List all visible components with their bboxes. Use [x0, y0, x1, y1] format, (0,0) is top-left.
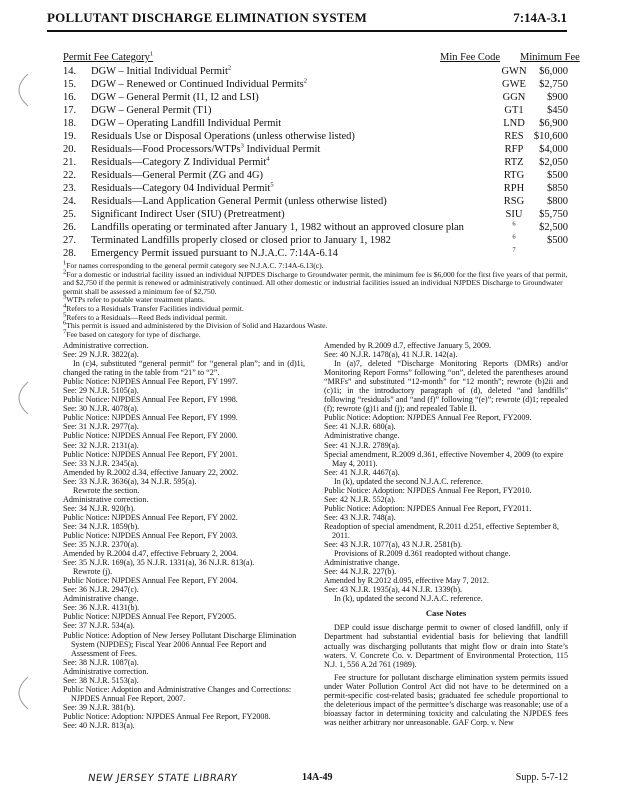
fee-row: [63, 104, 568, 117]
history-entry: See: 29 N.J.R. 5105(a).: [63, 386, 139, 396]
history-entry: In (a)7, deleted “Discharge Monitoring Reports (DMRs) and/or Monitoring Report Forms” following “on”, deleted the parentheses around “MRFs” and substituted “12-month” for “12 month”; rewrote (b)2ii and (c)1i; in the introductory paragraph of (d), deleted “and landfills” following “residuals” and “and (f)” following “(e)”; rewrote (d)1; repealed (f); rewrote (g)1i and (j); and repealed Table II.: [324, 359, 568, 414]
footnote: $^4$Refers to a Residuals Transfer Facilities individual permit.: [63, 302, 244, 313]
history-entry: See: 33 N.J.R. 2345(a).: [63, 458, 139, 468]
history-entry: Administrative change.: [324, 431, 400, 441]
fee-row: [63, 247, 568, 260]
case-notes-heading: Case Notes: [425, 608, 467, 619]
fee-row-description: DGW – Initial Individual Permit$^2$: [91, 64, 232, 77]
history-entry: In (c)4, substituted “general permit” for “general plan”; and in (d)1i, changed the rating in the table from “21” to “2”.: [63, 359, 305, 378]
history-entry: See: 40 N.J.R. 1478(a), 41 N.J.R. 142(a).: [324, 350, 458, 360]
history-entry: Rewrote (j).: [73, 567, 113, 577]
column-header-fee: Minimum Fee: [520, 52, 580, 63]
history-entry: Public Notice: Adoption: NJPDES Annual Fee Report, FY2011.: [324, 503, 532, 513]
fee-row-code: RFP: [504, 144, 524, 155]
fee-row-description: Residuals—Category 04 Individual Permit$^5$: [91, 181, 274, 194]
fee-row: [63, 91, 568, 104]
fee-row: [63, 221, 568, 234]
fee-row-amount: $500: [547, 235, 568, 246]
fee-row-amount: $2,750: [539, 79, 568, 90]
history-entry: Public Notice: NJPDES Annual Fee Report, FY 2000.: [63, 431, 238, 441]
fee-row-description: DGW – Renewed or Continued Individual Permits$^2$: [91, 77, 307, 90]
history-entry: Readoption of special amendment, R.2011 d.251, effective September 8, 2011.: [324, 521, 559, 540]
history-entry: See: 35 N.J.R. 2370(a).: [63, 540, 139, 550]
history-entry: Administrative change.: [324, 558, 400, 568]
history-entry: Rewrote the section.: [73, 485, 140, 495]
binder-hole-icon: [0, 673, 40, 713]
fee-row-description: Residuals—General Permit (ZG and 4G): [91, 170, 264, 181]
fee-row-number: 16.: [63, 92, 77, 103]
history-entry: Amended by R.2004 d.47, effective February 2, 2004.: [63, 549, 239, 559]
history-entry: See: 41 N.J.R. 4467(a).: [324, 467, 400, 477]
fee-row-code: RPH: [503, 183, 525, 194]
history-entry: Public Notice: NJPDES Annual Fee Report, FY 1997.: [63, 377, 238, 387]
history-entry: See: 38 N.J.R. 5153(a).: [63, 675, 139, 685]
history-entry: Administrative correction.: [63, 494, 149, 504]
fee-row-number: 15.: [63, 79, 77, 90]
fee-row-description: Landfills operating or terminated after January 1, 1982 without an approved closure plan: [91, 222, 464, 233]
history-entry: See: 30 N.J.R. 4078(a).: [63, 404, 139, 414]
fee-row: [63, 78, 568, 91]
history-entry: See: 43 N.J.R. 1935(a), 44 N.J.R. 1339(b).: [324, 585, 463, 595]
fee-row-number: 26.: [63, 222, 77, 233]
supplement-date: Supp. 5-7-12: [515, 772, 568, 783]
fee-row-description: Residuals—Land Application General Permit (unless otherwise listed): [91, 196, 387, 207]
history-entry: See: 38 N.J.R. 1087(a).: [63, 657, 139, 667]
history-entry: Administrative correction.: [63, 341, 149, 350]
fee-row-number: 22.: [63, 170, 77, 181]
history-entry: Provisions of R.2009 d.361 readopted without change.: [334, 549, 511, 559]
footnote: $^3$WTPs refer to potable water treatment plants.: [63, 293, 205, 305]
fee-row-description: Residuals Use or Disposal Operations (unless otherwise listed): [91, 131, 355, 142]
case-note-paragraph: DEP could issue discharge permit to owner of closed landfill, only if Department had substantial evidential basis for believing that landfill actually was discharging pollutants that might flow or drain into State’s waters. V. Concrete Co. v. Department of Environmental Protection, 115 N.J. 1, 556 A.2d 761 (1989).: [324, 623, 568, 669]
fee-row-description: DGW – General Permit (I1, I2 and LSI): [91, 92, 259, 103]
header-title: POLLUTANT DISCHARGE ELIMINATION SYSTEM: [47, 10, 368, 25]
fee-row-code: LND: [503, 118, 525, 129]
history-entry: See: 36 N.J.R. 2947(c).: [63, 585, 139, 595]
history-entry: Administrative change.: [63, 594, 139, 604]
history-entry: See: 33 N.J.R. 3636(a), 34 N.J.R. 595(a).: [63, 476, 197, 486]
fee-row: [63, 195, 568, 208]
footnote: $^6$This permit is issued and administered by the Division of Solid and Hazardous Waste.: [63, 319, 328, 331]
fee-row: [63, 208, 568, 221]
library-stamp: NEW JERSEY STATE LIBRARY: [87, 773, 238, 784]
fee-row-amount: $850: [547, 183, 568, 194]
history-entry: In (k), updated the second N.J.A.C. reference.: [334, 476, 483, 486]
history-entry: See: 35 N.J.R. 169(a), 35 N.J.R. 1331(a), 36 N.J.R. 813(a).: [63, 558, 255, 568]
fee-row-amount: $6,900: [539, 118, 568, 129]
footnote: $^7$Fee based on category for type of discharge.: [63, 328, 201, 339]
page-number: 14A-49: [302, 772, 333, 783]
fee-row-code: RTZ: [504, 157, 524, 168]
history-entry: Public Notice: NJPDES Annual Fee Report, FY 2002.: [63, 512, 238, 522]
fee-row-description: Terminated Landfills properly closed or closed prior to January 1, 1982: [91, 235, 391, 246]
fee-row: [63, 117, 568, 130]
fee-row-code: RTG: [503, 170, 525, 181]
fee-row-number: 14.: [63, 66, 77, 77]
history-entry: Public Notice: NJPDES Annual Fee Report, FY 2003.: [63, 530, 238, 540]
binder-hole-icon: [0, 378, 40, 418]
fee-row-amount: $500: [547, 170, 568, 181]
history-entry: See: 31 N.J.R. 2977(a).: [63, 422, 139, 432]
footnote: $^5$Refers to a Residuals—Reed Beds individual permit.: [63, 311, 228, 322]
fee-row-amount: $10,600: [533, 131, 568, 142]
fee-row-number: 20.: [63, 144, 77, 155]
history-entry: See: 29 N.J.R. 3822(a).: [63, 350, 139, 360]
fee-row-code: SIU: [505, 209, 523, 220]
fee-row-code: 6: [512, 220, 516, 228]
history-entry: Amended by R.2012 d.095, effective May 7, 2012.: [324, 576, 489, 586]
history-entry: Public Notice: Adoption: NJPDES Annual Fee Report, FY2010.: [324, 485, 532, 495]
fee-row-number: 28.: [63, 248, 77, 259]
history-entry: Public Notice: Adoption: NJPDES Annual Fee Report, FY2008.: [63, 711, 271, 721]
history-entry: Public Notice: NJPDES Annual Fee Report, FY 1999.: [63, 413, 238, 423]
fee-row: [63, 65, 568, 78]
history-column-left: [63, 341, 305, 730]
fee-table-header: [0, 52, 618, 65]
history-entry: See: 34 N.J.R. 920(b).: [63, 503, 136, 513]
fee-row: [63, 169, 568, 182]
fee-row-code: 6: [512, 233, 516, 241]
column-header-code: Min Fee Code: [440, 52, 501, 63]
history-entry: See: 43 N.J.R. 1077(a), 43 N.J.R. 2581(b).: [324, 540, 463, 550]
fee-row-number: 27.: [63, 235, 77, 246]
fee-row: [63, 156, 568, 169]
footnote: $^2$For a domestic or industrial facility issued an individual NJPDES Discharge to Groundwater permit, the minimum fee is $6,000 for the first five years of that permit, and $2,750 if the permit is renewed or administratively continued. All other domestic or industrial facilities issued an individual NJPDES Discharge to Groundwater permit shall be assessed a minimum fee of $2,750.: [63, 268, 568, 296]
history-entry: Administrative correction.: [63, 666, 149, 676]
fee-row-number: 19.: [63, 131, 77, 142]
history-entry: Amended by R.2009 d.7, effective January 5, 2009.: [324, 341, 492, 350]
fee-row-description: DGW – General Permit (T1): [91, 105, 212, 116]
fee-row-number: 24.: [63, 196, 77, 207]
fee-row-amount: $2,500: [539, 222, 568, 233]
history-entry: Public Notice: Adoption: NJPDES Annual Fee Report, FY2009.: [324, 413, 532, 423]
history-entry: Public Notice: NJPDES Annual Fee Report, FY 2004.: [63, 576, 238, 586]
fee-row-description: Significant Indirect User (SIU) (Pretreatment): [91, 209, 285, 220]
case-note-paragraph: Fee structure for pollutant discharge elimination system permits issued under Water Pollution Control Act did not have to be determined on a permit-specific cost-related basis; graduated fee schedule proportional to the deleterious impact of the permittee’s discharge was reasonable; use of a bioassay factor in determining toxicity and calculating the NJPDES fees was neither arbitrary nor unreasonable. GAF Corp. v. New: [324, 672, 568, 727]
history-entry: Public Notice: NJPDES Annual Fee Report, FY2005.: [63, 612, 237, 622]
column-header-category: Permit Fee Category$^1$: [63, 50, 154, 63]
fee-row-number: 25.: [63, 209, 77, 220]
history-entry: See: 40 N.J.R. 813(a).: [63, 720, 135, 730]
fee-row-amount: $450: [547, 105, 568, 116]
binder-hole-icon: [0, 70, 40, 110]
fee-row-code: RES: [504, 131, 524, 142]
fee-row-amount: $800: [547, 196, 568, 207]
fee-row-number: 21.: [63, 157, 77, 168]
fee-row-code: 7: [512, 246, 516, 254]
fee-row-code: GWN: [501, 66, 527, 77]
fee-row-amount: $2,050: [539, 157, 568, 168]
history-entry: See: 37 N.J.R. 534(a).: [63, 621, 135, 631]
fee-row: [63, 130, 568, 143]
fee-row-number: 17.: [63, 105, 77, 116]
history-column-right: [324, 341, 568, 731]
fee-row-description: Residuals—Category Z Individual Permit$^4$: [91, 155, 270, 168]
history-entry: See: 36 N.J.R. 4131(b).: [63, 603, 140, 613]
history-entry: See: 44 N.J.R. 227(b).: [324, 567, 397, 577]
footnotes: [63, 259, 568, 339]
history-entry: Public Notice: NJPDES Annual Fee Report, FY 2001.: [63, 449, 238, 459]
fee-row-code: GGN: [502, 92, 526, 103]
fee-row: [63, 182, 568, 195]
history-entry: See: 41 N.J.R. 680(a).: [324, 422, 396, 432]
history-entry: See: 34 N.J.R. 1859(b).: [63, 521, 140, 531]
fee-row-amount: $5,750: [539, 209, 568, 220]
header-rule: [47, 30, 567, 32]
fee-row-description: DGW – Operating Landfill Individual Permit: [91, 118, 282, 129]
history-entry: Special amendment, R.2009 d.361, effective November 4, 2009 (to expire May 4, 2011).: [324, 449, 564, 468]
footnote: $^1$For names corresponding to the general permit category see N.J.A.C. 7:14A-6.13(c).: [63, 259, 324, 270]
fee-row-description: Residuals—Food Processors/WTPs$^3$ Individual Permit: [91, 142, 321, 155]
fee-row-code: RSG: [503, 196, 525, 207]
history-entry: Public Notice: NJPDES Annual Fee Report, FY 1998.: [63, 395, 238, 405]
fee-row-description: Emergency Permit issued pursuant to N.J.A.C. 7:14A-6.14: [91, 248, 338, 259]
history-entry: Public Notice: Adoption and Administrative Changes and Corrections: NJPDES Annual Fee Report, 2007.: [63, 684, 292, 703]
history-entry: Public Notice: Adoption of New Jersey Pollutant Discharge Elimination System (NJPDES); Fiscal Year 2006 Annual Fee Report and Assessment of Fees.: [63, 630, 297, 658]
fee-row: [63, 234, 568, 247]
history-entry: See: 43 N.J.R. 748(a).: [324, 512, 396, 522]
fee-row: [63, 143, 568, 156]
history-entry: See: 42 N.J.R. 552(a).: [324, 494, 396, 504]
fee-row-number: 18.: [63, 118, 77, 129]
fee-row-code: GWE: [502, 79, 526, 90]
fee-row-amount: $4,000: [539, 144, 568, 155]
fee-row-amount: $900: [547, 92, 568, 103]
history-entry: See: 41 N.J.R. 2789(a).: [324, 440, 400, 450]
history-entry: Amended by R.2002 d.34, effective January 22, 2002.: [63, 467, 239, 477]
history-entry: In (k), updated the second N.J.A.C. reference.: [334, 594, 483, 604]
fee-row-code: GT1: [504, 105, 524, 116]
header-section: 7:14A-3.1: [513, 10, 567, 25]
history-entry: See: 39 N.J.R. 381(b).: [63, 702, 136, 712]
fee-row-amount: $6,000: [539, 66, 568, 77]
fee-row-number: 23.: [63, 183, 77, 194]
history-entry: See: 32 N.J.R. 2131(a).: [63, 440, 139, 450]
